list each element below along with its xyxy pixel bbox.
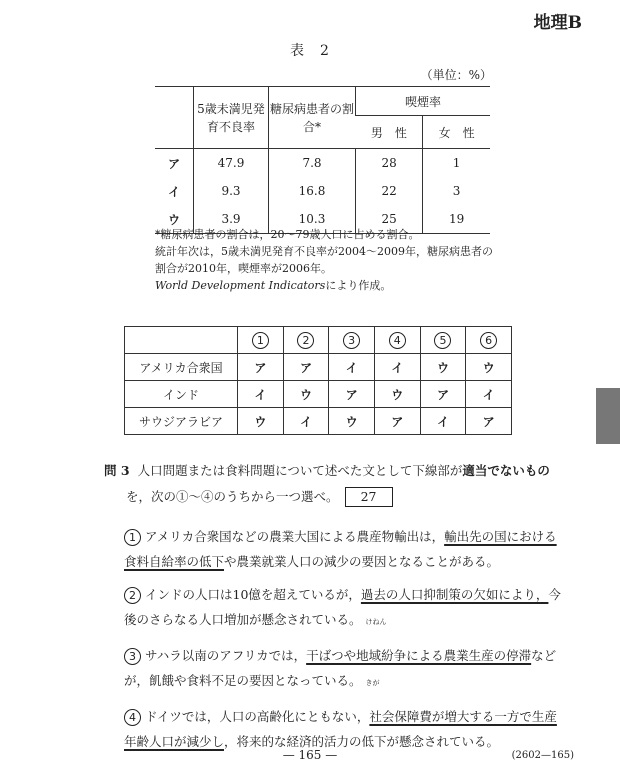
option-text: 今後のさらなる人口増加が懸念されている。 <box>124 587 561 627</box>
cell-stunting: 3.9 <box>194 205 269 234</box>
question-text: 人口問題または食料問題について述べた文として下線部が <box>137 463 463 478</box>
choice-cell: ア <box>466 408 512 435</box>
country-label: サウジアラビア <box>125 408 238 435</box>
choice-num: 3 <box>343 332 360 349</box>
page-code: (2602—165) <box>511 750 574 761</box>
note-line: *糖尿病患者の割合は，20〜79歳人口に占める割合。 <box>155 228 420 241</box>
choice-cell: ウ <box>374 381 420 408</box>
choice-header <box>420 327 466 354</box>
question-emphasis: 適当でないもの <box>462 463 550 478</box>
option-underline: 輸出先の国における食料自給率の低下 <box>124 529 557 569</box>
header-diabetes: 糖尿病患者の割合* <box>269 87 356 149</box>
header-male: 男 性 <box>370 125 407 140</box>
country-label: アメリカ合衆国 <box>125 354 238 381</box>
choice-cell: ア <box>420 381 466 408</box>
page-number: — 165 — <box>282 748 338 762</box>
answer-box[interactable]: 27 <box>345 487 393 507</box>
source-line <box>155 277 515 294</box>
choice-cell: イ <box>238 381 284 408</box>
option-number: 2 <box>124 587 141 604</box>
option-item[interactable] <box>124 524 564 574</box>
option-text: インドの人口は10億を超えているが， <box>144 587 361 602</box>
option-item[interactable] <box>124 704 564 754</box>
choice-corner <box>125 327 238 354</box>
option-item[interactable] <box>124 582 564 635</box>
source-suffix: により作成。 <box>325 279 392 292</box>
choice-cell: イ <box>420 408 466 435</box>
cell-diabetes: 7.8 <box>269 149 356 178</box>
choice-header <box>466 327 512 354</box>
question-block <box>104 458 564 510</box>
unit-label: （単位：%） <box>420 68 492 82</box>
choice-cell: ウ <box>238 408 284 435</box>
option-number: 4 <box>124 709 141 726</box>
choice-num: 5 <box>434 332 451 349</box>
row-label: ア <box>167 156 180 171</box>
ruby-reading: きが <box>365 679 380 687</box>
option-number: 1 <box>124 529 141 546</box>
option-underline: 社会保障費が増大する一方で生産年齢人口が減少し <box>124 709 557 749</box>
option-text: ，将来的な経済的活力の低下が懸念されている。 <box>224 734 500 749</box>
table-notes <box>155 226 515 294</box>
data-table <box>155 86 490 234</box>
cell-female: 19 <box>423 205 490 234</box>
choice-cell: イ <box>374 354 420 381</box>
choice-cell: ア <box>329 381 375 408</box>
header-smoking: 喫煙率 <box>356 87 491 116</box>
choice-cell: イ <box>329 354 375 381</box>
choice-cell: ウ <box>283 381 329 408</box>
row-label: イ <box>167 184 180 199</box>
choice-header <box>374 327 420 354</box>
choice-cell: ア <box>374 408 420 435</box>
corner-cell <box>155 87 194 149</box>
choice-num: 4 <box>389 332 406 349</box>
note-line: 割合が2010年，喫煙率が2006年。 <box>155 262 332 275</box>
cell-female: 1 <box>423 149 490 178</box>
option-text: ドイツでは，人口の高齢化にともない， <box>144 709 370 724</box>
option-text: などが，飢餓や食料不足の要因となっている。 <box>124 648 557 688</box>
note-line: 統計年次は，5歳未満児発育不良率が2004〜2009年，糖尿病患者の <box>155 245 493 258</box>
choice-cell: ウ <box>420 354 466 381</box>
choice-table <box>124 326 512 435</box>
choice-header <box>329 327 375 354</box>
option-text: アメリカ合衆国などの農業大国による農産物輸出は， <box>144 529 445 544</box>
option-underline: 過去の人口抑制策の欠如により， <box>360 587 549 602</box>
cell-diabetes: 16.8 <box>269 177 356 205</box>
question-text-cont: を，次の①〜④のうちから一つ選べ。 <box>126 489 339 504</box>
choice-cell: イ <box>466 381 512 408</box>
table-title: 表 2 <box>290 43 330 59</box>
header-stunting: 5歳未満児発育不良率 <box>194 87 269 149</box>
row-label: ウ <box>155 205 194 234</box>
cell-stunting: 9.3 <box>194 177 269 205</box>
choice-header <box>238 327 284 354</box>
cell-female: 3 <box>423 177 490 205</box>
cell-diabetes: 10.3 <box>269 205 356 234</box>
choice-num: 6 <box>480 332 497 349</box>
cell-stunting: 47.9 <box>194 149 269 178</box>
option-underline: 干ばつや地域紛争による農業生産の停滞 <box>306 648 532 663</box>
choice-cell: ア <box>283 354 329 381</box>
cell-male: 25 <box>356 205 423 234</box>
header-female: 女 性 <box>423 116 490 149</box>
choice-cell: ア <box>238 354 284 381</box>
option-item[interactable] <box>124 643 564 696</box>
cell-male: 28 <box>356 149 423 178</box>
country-label: インド <box>125 381 238 408</box>
question-number: 問 3 <box>104 463 130 478</box>
side-tab-marker <box>596 388 620 444</box>
cell-male: 22 <box>356 177 423 205</box>
subject-title: 地理B <box>533 13 582 33</box>
choice-cell: ウ <box>329 408 375 435</box>
choice-cell: ウ <box>466 354 512 381</box>
option-number: 3 <box>124 648 141 665</box>
option-text: や農業就業人口の減少の要因となることがある。 <box>224 554 500 569</box>
choice-header <box>283 327 329 354</box>
choice-num: 1 <box>252 332 269 349</box>
ruby-reading: けねん <box>365 618 387 626</box>
source-title: World Development Indicators <box>155 279 326 292</box>
choice-num: 2 <box>297 332 314 349</box>
options-list <box>124 524 564 762</box>
option-text: サハラ以南のアフリカでは， <box>144 648 307 663</box>
choice-cell: イ <box>283 408 329 435</box>
